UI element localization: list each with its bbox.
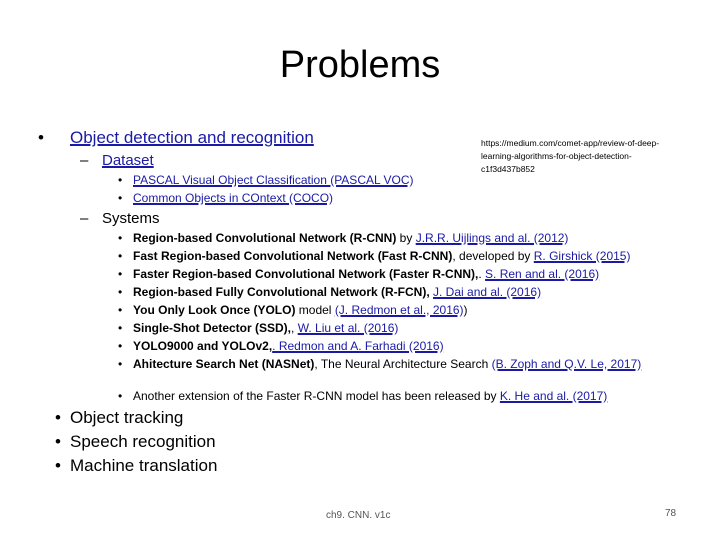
system-item: [133, 357, 673, 371]
item-text: model: [295, 303, 335, 317]
item-text: ): [463, 303, 468, 317]
system-name: Single-Shot Detector (SSD),: [133, 321, 292, 335]
system-name: Faster Region-based Convolutional Network (Faster R-CNN),: [133, 267, 479, 281]
dash: –: [80, 152, 89, 169]
system-item: [133, 285, 541, 299]
bullet-dot: •: [118, 285, 123, 299]
object-tracking: Object tracking: [70, 408, 184, 427]
system-item: [133, 249, 630, 263]
system-item: [133, 267, 599, 281]
bullet-dot: •: [118, 389, 123, 403]
reference-link[interactable]: . Redmon and A. Farhadi (2016): [272, 339, 444, 353]
bullet-dot: •: [55, 456, 61, 475]
reference-link[interactable]: J.R.R. Uijlings and al. (2012): [415, 231, 569, 245]
reference-link[interactable]: S. Ren and al. (2016): [485, 267, 600, 281]
reference-link[interactable]: R. Girshick (2015): [533, 249, 631, 263]
system-item: [133, 321, 398, 335]
bullet-dot: •: [118, 267, 123, 281]
object-detection-link[interactable]: Object detection and recognition: [70, 128, 314, 147]
bullet-dot: •: [118, 231, 123, 245]
reference-link[interactable]: (J. Redmon et al., 2016): [334, 303, 464, 317]
speech-recognition: Speech recognition: [70, 432, 216, 451]
machine-translation: Machine translation: [70, 456, 218, 475]
item-text: by: [396, 231, 416, 245]
system-name: Region-based Fully Convolutional Network (R-FCN),: [133, 285, 430, 299]
footer-text: ch9. CNN. v1c: [326, 510, 391, 521]
system-name: Fast Region-based Convolutional Network (Fast R-CNN): [133, 249, 453, 263]
dataset-link[interactable]: Dataset: [102, 152, 154, 169]
coco-link[interactable]: Common Objects in COntext (COCO): [133, 191, 334, 205]
slide-title: Problems: [279, 44, 441, 86]
reference-link[interactable]: J. Dai and al. (2016): [433, 285, 542, 299]
item-text: Another extension of the Faster R-CNN model has been released by: [133, 389, 500, 403]
item-text: .: [478, 267, 486, 281]
systems-label: Systems: [102, 210, 160, 227]
system-item: [133, 389, 607, 403]
page-number: 78: [665, 508, 677, 519]
item-text: , developed by: [452, 249, 534, 263]
system-name: Ahitecture Search Net (NASNet): [133, 357, 315, 371]
item-text: ,: [291, 321, 298, 335]
bullet-dot: •: [55, 408, 61, 427]
system-name: Region-based Convolutional Network (R-CNN): [133, 231, 397, 245]
bullet-dot: •: [118, 357, 123, 371]
pascal-voc-link[interactable]: PASCAL Visual Object Classification (PASCAL VOC): [133, 173, 414, 187]
item-text: , The Neural Architecture Search: [314, 357, 492, 371]
system-name: YOLO9000 and YOLOv2,: [133, 339, 273, 353]
bullet-dot: •: [55, 432, 61, 451]
bullet-dot: •: [118, 249, 123, 263]
reference-link[interactable]: K. He and al. (2017): [499, 389, 608, 403]
bullet-dot: •: [118, 321, 123, 335]
reference-link[interactable]: W. Liu et al. (2016): [297, 321, 399, 335]
system-name: You Only Look Once (YOLO): [133, 303, 296, 317]
dash: –: [80, 210, 89, 227]
bullet-dot: •: [118, 173, 123, 187]
source-url: https://medium.com/comet-app/review-of-deep-learning-algorithms-for-object-detection-c1f3d437b852: [481, 138, 660, 174]
reference-link[interactable]: (B. Zoph and Q.V. Le, 2017): [491, 357, 642, 371]
bullet-dot: •: [118, 339, 123, 353]
system-item: [133, 339, 444, 353]
bullet-dot: •: [118, 191, 123, 205]
bullet-dot: •: [38, 128, 44, 147]
bullet-dot: •: [118, 303, 123, 317]
system-item: [133, 231, 568, 245]
system-item: [133, 303, 468, 317]
